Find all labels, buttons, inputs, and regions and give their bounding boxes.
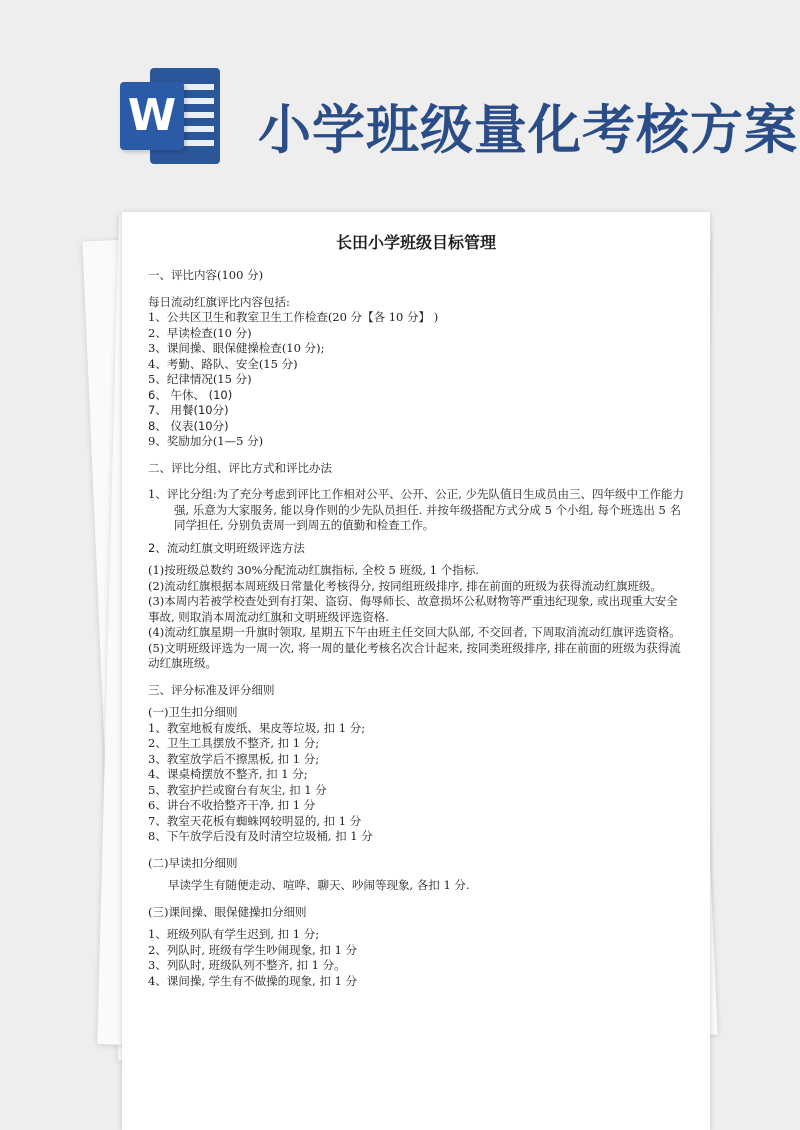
hygiene-rule: 7、教室天花板有蜘蛛网较明显的, 扣 1 分 — [148, 813, 362, 828]
exercise-rule: 1、班级列队有学生迟到, 扣 1 分; — [148, 927, 320, 941]
section-1-heading: 一、评比内容(100 分) — [148, 268, 264, 282]
exercise-rule: 4、课间操, 学生有不做操的现象, 扣 1 分 — [148, 973, 358, 988]
section-1-item: 1、公共区卫生和教室卫生工作检查(20 分【各 10 分】 ) — [148, 310, 439, 324]
word-icon-letter: W — [120, 82, 184, 150]
section-1-item: 9、奖励加分(1—5 分) — [148, 434, 264, 448]
banner — [0, 0, 800, 200]
morning-reading-rule: 早读学生有随便走动、喧哗、聊天、吵闹等现象, 各扣 1 分. — [168, 878, 470, 892]
section-1-item: 8、 仪表(10分) — [148, 418, 229, 433]
section-1-item: 4、考勤、路队、安全(15 分) — [148, 356, 298, 371]
section-2-item: (3)本周内若被学校查处到有打架、盗窃、侮辱师长、故意损坏公私财物等严重违纪现象, 或出现重大安全事故, 则取消本周流动红旗和文明班级评选资格. — [148, 594, 678, 624]
section-3c-heading: (三)课间操、眼保健操扣分细则 — [148, 904, 307, 919]
section-2-item: (4)流动红旗星期一升旗时领取, 星期五下午由班主任交回大队部, 不交回者, 下周取消流动红旗评选资格。 — [148, 625, 681, 639]
document-page — [122, 212, 710, 1130]
section-1-item: 6、 午休、 (10) — [148, 387, 233, 402]
section-2-item: (2)流动红旗根据本周班级日常量化考核得分, 按同组班级排序, 排在前面的班级为获得流动红旗班级。 — [148, 578, 662, 593]
section-2-item: (5)文明班级评选为一周一次, 将一周的量化考核名次合计起来, 按同类班级排序, 排在前面的班级为获得流动红旗班级。 — [148, 640, 681, 670]
hygiene-rule: 2、卫生工具摆放不整齐, 扣 1 分; — [148, 736, 320, 750]
hygiene-rule: 1、教室地板有废纸、果皮等垃圾, 扣 1 分; — [148, 720, 366, 735]
section-1-item: 2、早读检查(10 分) — [148, 325, 252, 340]
section-2-heading: 二、评比分组、评比方式和评比办法 — [148, 460, 332, 475]
section-3b-heading: (二)早读扣分细则 — [148, 855, 238, 870]
section-1-item: 5、纪律情况(15 分) — [148, 372, 252, 386]
document-title: 长田小学班级目标管理 — [335, 233, 496, 252]
section-2-item: (1)按班级总数约 30%分配流动红旗指标, 全校 5 班级, 1 个指标. — [148, 563, 479, 577]
section-1-item: 3、课间操、眼保健操检查(10 分); — [148, 341, 325, 355]
exercise-rule: 3、列队时, 班级队列不整齐, 扣 1 分。 — [148, 958, 346, 972]
hygiene-rule: 8、下午放学后没有及时清空垃圾桶, 扣 1 分 — [148, 829, 373, 843]
section-1-item: 7、 用餐(10分) — [148, 403, 229, 417]
section-3-heading: 三、评分标准及评分细则 — [148, 682, 275, 697]
exercise-rule: 2、列队时, 班级有学生吵闹现象, 扣 1 分 — [148, 942, 358, 957]
banner-title: 小学班级量化考核方案 — [258, 100, 798, 161]
hygiene-rule: 6、讲台不收拾整齐干净, 扣 1 分 — [148, 798, 316, 812]
document-body — [148, 268, 684, 989]
word-document-icon — [120, 68, 220, 164]
hygiene-rule: 4、课桌椅摆放不整齐, 扣 1 分; — [148, 767, 308, 781]
section-2-subheading: 2、流动红旗文明班级评选方法 — [148, 540, 305, 555]
section-1-intro: 每日流动红旗评比内容包括: — [148, 294, 290, 309]
section-2-paragraph: 1、评比分组:为了充分考虑到评比工作相对公平、公开、公正, 少先队值日生成员由三、四年级中工作能力强, 乐意为大家服务, 能以身作则的少先队员担任. 并按年级搭配方式分成 5 个小组, 每个班选出 5 名同学担任, 分别负责周一到周五的值勤和检查工作。 — [148, 487, 684, 532]
section-3a-heading: (一)卫生扣分细则 — [148, 705, 238, 719]
hygiene-rule: 3、教室放学后不擦黑板, 扣 1 分; — [148, 751, 320, 766]
hygiene-rule: 5、教室护拦或窗台有灰尘, 扣 1 分 — [148, 782, 327, 797]
